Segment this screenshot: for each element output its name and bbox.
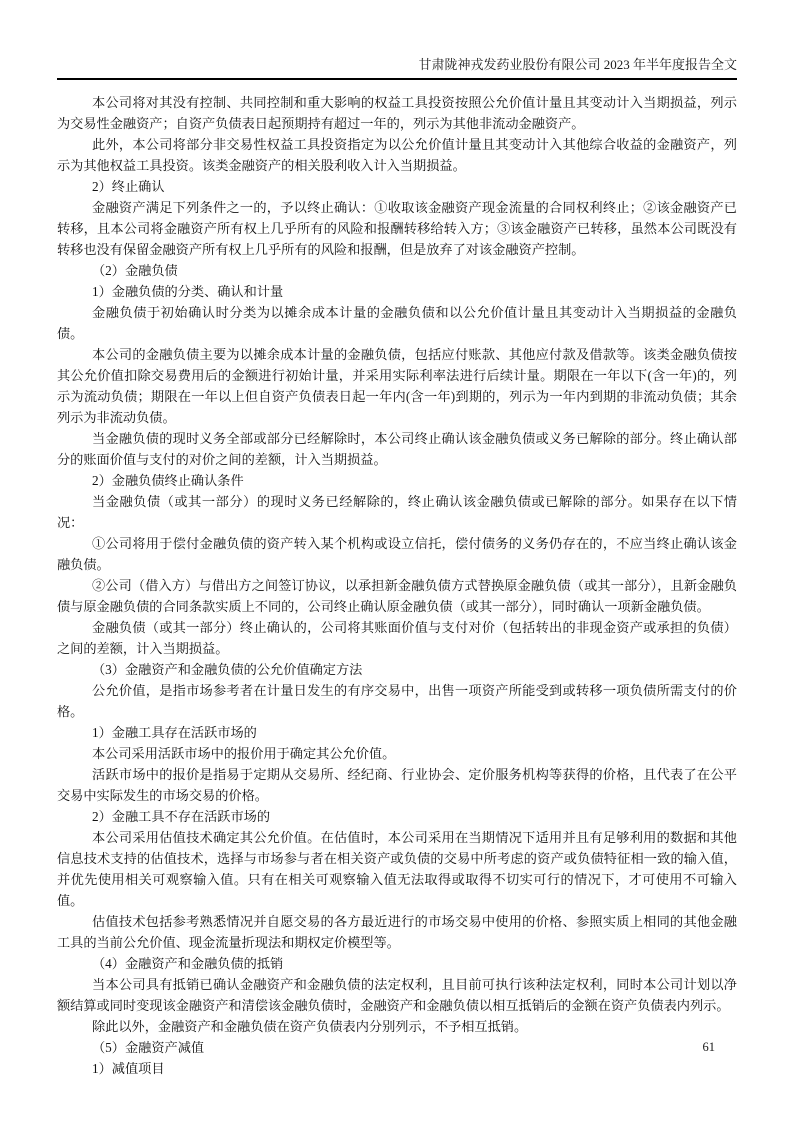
section-heading: （4）金融资产和金融负债的抵销 [92,956,284,971]
paragraph: 本公司将对其没有控制、共同控制和重大影响的权益工具投资按照公允价值计量且其变动计入当期损益，列示为交易性金融资产；自资产负债表日起预期持有超过一年的，列示为其他非流动金融资产。 [57,95,737,131]
header-rule [57,78,737,80]
section-heading: 1）金融工具存在活跃市场的 [92,725,257,740]
paragraph: 公允价值，是指市场参考者在计量日发生的有序交易中，出售一项资产所能受到或转移一项负债所需支付的价格。 [57,683,737,719]
paragraph: 除此以外，金融资产和金融负债在资产负债表内分别列示，不予相互抵销。 [92,1019,528,1034]
section-heading: 2）金融负债终止确认条件 [92,473,244,488]
paragraph: 活跃市场中的报价是指易于定期从交易所、经纪商、行业协会、定价服务机构等获得的价格，且代表了在公平交易中实际发生的市场交易的价格。 [57,767,737,803]
section-heading: （2）金融负债 [92,263,178,278]
page-body [57,92,737,1079]
section-heading: （3）金融资产和金融负债的公允价值确定方法 [92,662,363,677]
paragraph: 金融负债于初始确认时分类为以摊余成本计量的金融负债和以公允价值计量且其变动计入当期损益的金融负债。 [57,305,737,341]
paragraph: 本公司采用活跃市场中的报价用于确定其公允价值。 [92,746,396,761]
paragraph: 当本公司具有抵销已确认金融资产和金融负债的法定权利，且目前可执行该种法定权利，同时本公司计划以净额结算或同时变现该金融资产和清偿该金融负债时，金融资产和金融负债以相互抵销后的金额在资产负债表内列示。 [57,977,737,1013]
paragraph: 当金融负债（或其一部分）的现时义务已经解除的，终止确认该金融负债或已解除的部分。如果存在以下情况： [57,494,737,530]
page-number: 61 [702,1040,715,1054]
paragraph: 当金融负债的现时义务全部或部分已经解除时，本公司终止确认该金融负债或义务已解除的部分。终止确认部分的账面价值与支付的对价之间的差额，计入当期损益。 [57,431,737,467]
paragraph: 金融资产满足下列条件之一的，予以终止确认：①收取该金融资产现金流量的合同权利终止；②该金融资产已转移，且本公司将金融资产所有权上几乎所有的风险和报酬转移给转入方；③该金融资产已转移，虽然本公司既没有转移也没有保留金融资产所有权上几乎所有的风险和报酬，但是放弃了对该金融资产控制。 [57,200,737,257]
paragraph: 本公司采用估值技术确定其公允价值。在估值时，本公司采用在当期情况下适用并且有足够利用的数据和其他信息技术支持的估值技术，选择与市场参与者在相关资产或负债的交易中所考虑的资产或负债特征相一致的输入值，并优先使用相关可观察输入值。只有在相关可观察输入值无法取得或取得不切实可行的情况下，才可使用不可输入值。 [57,830,737,908]
paragraph: ②公司（借入方）与借出方之间签订协议，以承担新金融负债方式替换原金融负债（或其一部分），且新金融负债与原金融负债的合同条款实质上不同的，公司终止确认原金融负债（或其一部分），同时确认一项新金融负债。 [57,578,737,614]
section-heading: 2）终止确认 [92,179,165,194]
paragraph: ①公司将用于偿付金融负债的资产转入某个机构或设立信托，偿付债务的义务仍存在的，不应当终止确认该金融负债。 [57,536,737,572]
paragraph: 金融负债（或其一部分）终止确认的，公司将其账面价值与支付对价（包括转出的非现金资产或承担的负债）之间的差额，计入当期损益。 [57,620,737,656]
section-heading: 1）减值项目 [92,1061,165,1076]
paragraph: 此外，本公司将部分非交易性权益工具投资指定为以公允价值计量且其变动计入其他综合收益的金融资产，列示为其他权益工具投资。该类金融资产的相关股利收入计入当期损益。 [57,137,737,173]
paragraph: 本公司的金融负债主要为以摊余成本计量的金融负债，包括应付账款、其他应付款及借款等。该类金融负债按其公允价值扣除交易费用后的金额进行初始计量，并采用实际利率法进行后续计量。期限在一年以下(含一年)的，列示为流动负债；期限在一年以上但自资产负债表日起一年内(含一年)到期的，列示为一年内到期的非流动负债；其余列示为非流动负债。 [57,347,737,425]
section-heading: （5）金融资产减值 [92,1040,205,1055]
page-header-title: 甘肃陇神戎发药业股份有限公司 2023 年半年度报告全文 [418,57,737,72]
paragraph: 估值技术包括参考熟悉情况并自愿交易的各方最近进行的市场交易中使用的价格、参照实质上相同的其他金融工具的当前公允价值、现金流量折现法和期权定价模型等。 [57,914,737,950]
section-heading: 2）金融工具不存在活跃市场的 [92,809,271,824]
section-heading: 1）金融负债的分类、确认和计量 [92,284,284,299]
